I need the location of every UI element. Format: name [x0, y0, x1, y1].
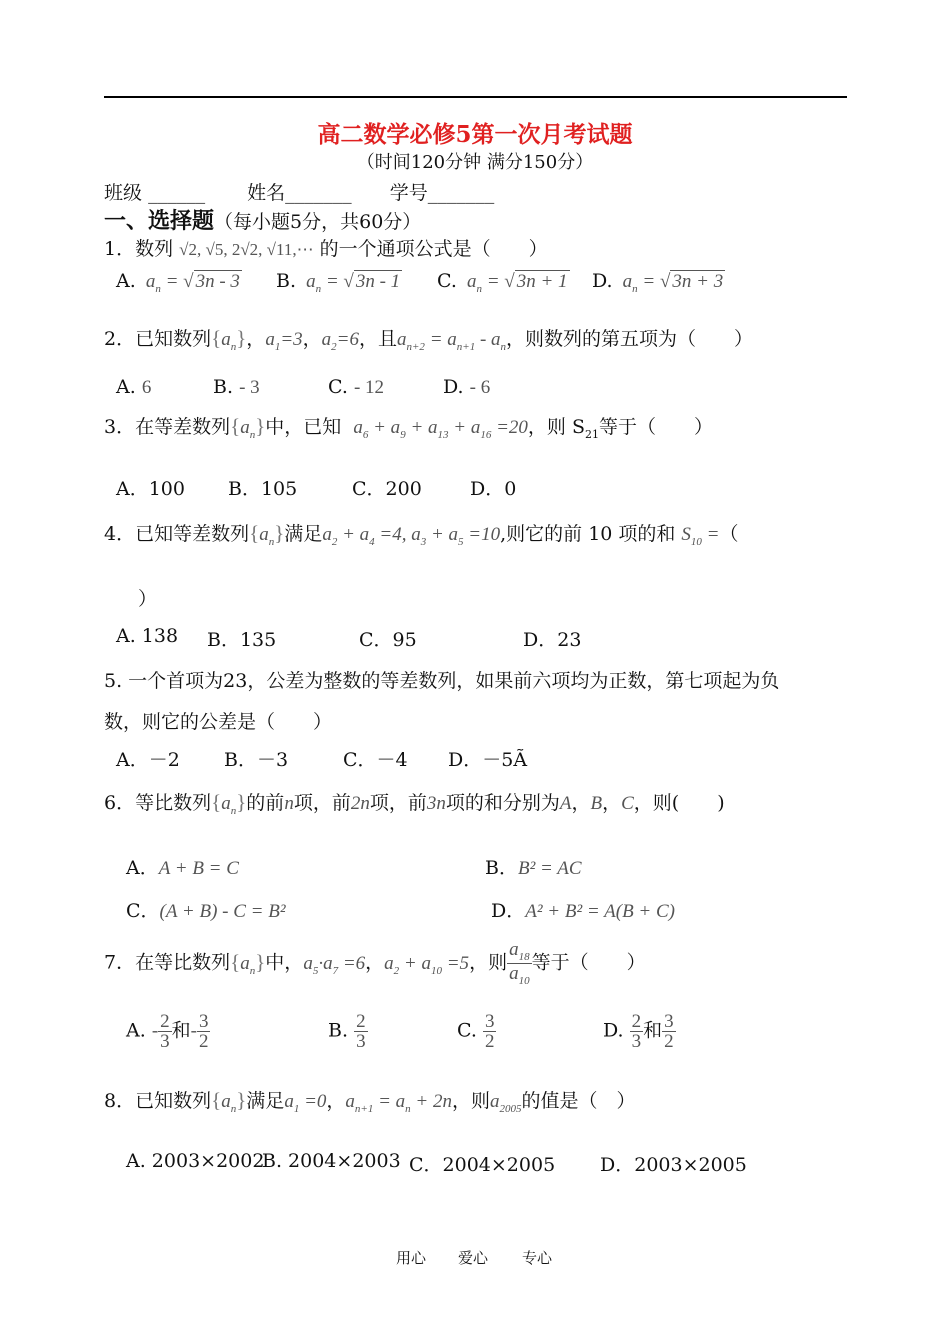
question-6-option-c[interactable] [126, 896, 286, 923]
question-text: 中，已知 [265, 416, 342, 438]
question-text: 项，前 [369, 792, 427, 814]
name-label: 姓名 [247, 182, 286, 204]
question-6-stem: 6．等比数列$\{a_n\}$的前n项，前2n项，前3n项的和分别为A，B，C，则( ) [104, 790, 725, 817]
question-4-paren-close: ） [138, 588, 158, 610]
question-number: 1． [104, 238, 136, 260]
fraction: $\frac{3}{2}$ [664, 1011, 674, 1052]
option-label: B. [276, 270, 297, 292]
question-2-stem: 2．已知数列$\{a_n\}$，$a_1=3$，$a_2=6$，且$a_{n+2} = a_{n+1} - a_n$，则数列的第五项为（ ） [104, 326, 754, 353]
a1-value: =3 [280, 329, 303, 350]
question-6-option-d[interactable] [491, 896, 675, 923]
footer-item-2: 爱心 [458, 1249, 489, 1267]
question-7-option-a[interactable]: A. - $\frac{2}{3}$ 和- $\frac{3}{2}$ [126, 1011, 209, 1052]
var-a: A [559, 793, 572, 814]
question-text: 中， [265, 951, 304, 974]
question-text: 数列 [135, 238, 174, 260]
question-5-stem-line2: 数，则它的公差是（ ） [104, 711, 333, 733]
and-text: 和 [171, 1019, 191, 1042]
equals-sign: = [706, 524, 720, 545]
question-number: 8． [104, 1090, 136, 1112]
question-text: 在等比数列 [135, 951, 231, 974]
and-text: 和 [643, 1019, 663, 1042]
option-expression: A² + B² = A(B + C) [525, 901, 675, 922]
question-3-option-c[interactable]: C．200 [352, 478, 422, 500]
question-2-option-b[interactable] [213, 376, 260, 399]
fraction: $\frac{3}{2}$ [198, 1011, 209, 1052]
question-4-option-a[interactable]: A. 138 [116, 625, 179, 647]
option-label: C. [437, 270, 457, 292]
equation-value: =5 [446, 952, 470, 974]
section-note: （每小题5分，共60分） [214, 211, 422, 233]
var-n: n [284, 793, 294, 814]
question-text: 项的和分别为 [445, 792, 560, 814]
question-number: 3． [104, 416, 136, 438]
question-number: 2． [104, 328, 136, 350]
question-2-option-c[interactable] [328, 376, 384, 399]
question-text: 已知数列 [135, 328, 212, 350]
question-4-stem: 4．已知等差数列$\{a_n\}$满足$a_2 + a_4 =4$, $a_3 + a_5 =10$,则它的前 10 项的和 $S_{10}$ =（ [104, 521, 739, 548]
question-6-option-a[interactable] [126, 853, 239, 880]
question-1-option-b[interactable]: B. $a_n$ = √ 3n - 1 [276, 270, 401, 295]
option-label: C. [457, 1019, 477, 1042]
option-label: C. [328, 376, 348, 398]
question-1-option-c[interactable]: C. $a_n$ = √ 3n + 1 [437, 270, 568, 295]
option-label: D. [592, 270, 613, 292]
question-3-option-b[interactable]: B．105 [228, 478, 298, 500]
question-8-option-d[interactable]: D．2003×2005 [600, 1154, 747, 1176]
fraction: $\frac{2}{3}$ [631, 1011, 642, 1052]
question-4-option-c[interactable]: C．95 [359, 629, 417, 651]
question-text: 在等差数列 [135, 416, 231, 438]
var-c: C [621, 793, 634, 814]
question-2-option-a[interactable] [116, 376, 151, 399]
question-text: ，则 S [527, 416, 585, 438]
question-5-option-c[interactable]: C．－4 [343, 749, 408, 771]
question-text: 满足 [246, 1090, 285, 1112]
question-text: ，则数列的第五项为（ ） [506, 328, 754, 350]
option-expression: 3n + 3 [672, 271, 724, 292]
question-text: 的值是（ ） [521, 1090, 636, 1112]
question-5-stem-line1: 5. 一个首项为23，公差为整数的等差数列，如果前六项均为正数，第七项起为负 [104, 670, 780, 692]
equation-value: =10 [468, 524, 501, 545]
student-info-row [104, 178, 494, 205]
question-5-option-b[interactable]: B．－3 [224, 749, 289, 771]
name-blank: _______ [285, 182, 352, 204]
option-expression: B² = AC [517, 858, 582, 879]
question-1-option-a[interactable]: A. $a_n$ = √ 3n - 3 [116, 270, 240, 295]
ratio-fraction: $\frac{a_{18}}{a_{10}}$ [509, 939, 530, 987]
fraction: $\frac{2}{3}$ [160, 1011, 170, 1052]
question-text: 的一个通项公式是（ ） [319, 238, 548, 260]
option-label: A. [116, 270, 136, 292]
sequence-expression: √2, √5, 2√2, √11,⋯ [179, 240, 314, 259]
question-text: 等于（ ） [531, 951, 646, 974]
question-8-option-b[interactable]: B. 2004×2003 [262, 1150, 401, 1172]
question-5-option-d[interactable]: D．－5Ã [448, 749, 528, 771]
option-expression: 3n + 1 [516, 271, 568, 292]
question-text: ，则( ) [633, 792, 725, 814]
option-expression: 3n - 3 [195, 271, 240, 292]
option-expression: 3n - 1 [355, 271, 401, 292]
question-text: ,则它的前 10 项的和 [500, 523, 676, 545]
question-text: ，则 [469, 951, 508, 974]
option-label: B. [328, 1019, 349, 1042]
section-title: 一、选择题 [104, 208, 215, 234]
option-label: C． [126, 900, 160, 922]
id-label: 学号 [389, 182, 428, 204]
equation-value: =6 [342, 952, 366, 974]
question-7-stem: 7．在等比数列$\{a_n\}$中，$a_5\cdot a_7 =6$，$a_2 + a_{10} =5$，则 $\frac{a_{18}}{a_{10}}$ 等于（ ） [104, 939, 646, 987]
top-rule [104, 96, 847, 98]
footer-item-1: 用心 [396, 1249, 427, 1267]
question-7-option-c[interactable] [457, 1012, 496, 1051]
question-number: 6． [104, 792, 136, 814]
sum-value: =20 [496, 417, 528, 438]
option-label: A. [126, 1019, 146, 1042]
var-3n: 3n [426, 793, 446, 814]
footer-item-3: 专心 [522, 1249, 553, 1267]
question-8-stem: 8．已知数列$\{a_n\}$满足$a_1 =0$，$a_{n+1} = a_n + 2n$，则$a_{2005}$的值是（ ） [104, 1088, 636, 1115]
option-value: - 6 [469, 377, 491, 398]
var-2n: 2n [350, 793, 370, 814]
fraction: $\frac{3}{2}$ [484, 1011, 495, 1052]
question-text: 已知等差数列 [135, 523, 250, 545]
question-8-option-a[interactable]: A. 2003×2002 [126, 1150, 265, 1172]
question-4-option-b[interactable]: B．135 [207, 629, 277, 651]
option-label: B． [485, 857, 518, 879]
option-label: B. [213, 376, 234, 398]
question-1-option-d[interactable]: D. $a_n$ = √ 3n + 3 [592, 270, 724, 295]
question-5-option-a[interactable]: A．－2 [116, 749, 180, 771]
question-text: 项，前 [293, 792, 351, 814]
question-number: 7． [104, 951, 136, 974]
equation-value: =4 [379, 524, 402, 545]
question-text: ，则 [452, 1090, 491, 1112]
question-text: 等于（ ） [598, 416, 713, 438]
question-3-option-d[interactable]: D．0 [470, 478, 517, 500]
option-label: A． [126, 857, 159, 879]
option-label: D. [443, 376, 464, 398]
option-label: D. [603, 1019, 624, 1042]
option-label: D． [491, 900, 526, 922]
section-heading [104, 204, 421, 235]
question-7-option-b[interactable] [328, 1012, 368, 1051]
question-4-option-d[interactable]: D．23 [523, 629, 582, 651]
question-7-option-d[interactable] [603, 1012, 676, 1051]
question-6-option-b[interactable] [485, 853, 582, 880]
class-blank: ______ [148, 182, 206, 204]
class-label: 班级 [104, 182, 143, 204]
option-label: A. [116, 376, 136, 398]
option-expression: A + B = C [158, 858, 239, 879]
question-3-option-a[interactable]: A．100 [116, 478, 185, 500]
question-2-option-d[interactable] [443, 376, 490, 399]
option-value: - 3 [239, 377, 260, 398]
option-value: - 12 [353, 377, 385, 398]
question-text: 满足 [284, 523, 323, 545]
exam-title: 高二数学必修5第一次月考试题 [317, 121, 633, 148]
id-blank: _______ [427, 182, 495, 204]
question-text: ，且 [358, 328, 397, 350]
question-text: 已知数列 [135, 1090, 212, 1112]
option-expression: (A + B) - C = B² [159, 901, 286, 922]
question-3-stem: 3．在等差数列$\{a_n\}$中，已知 $a_6 + a_9 + a_{13} + a_{16} =20$，则 $S_{21}$等于（ ） [104, 414, 713, 441]
question-text: 的前 [246, 792, 285, 814]
var-b: B [590, 793, 603, 814]
equation-value: =0 [304, 1091, 327, 1112]
question-text: 等比数列 [135, 792, 212, 814]
exam-subtitle: （时间120分钟 满分150分） [356, 152, 594, 173]
question-8-option-c[interactable]: C．2004×2005 [409, 1154, 556, 1176]
question-number: 4． [104, 523, 136, 545]
a2-value: =6 [336, 329, 359, 350]
s-subscript: 21 [584, 428, 599, 441]
fraction: $\frac{2}{3}$ [356, 1011, 366, 1052]
option-value: 6 [141, 377, 152, 398]
question-1-stem [104, 234, 548, 261]
paren-open: （ [719, 523, 739, 545]
